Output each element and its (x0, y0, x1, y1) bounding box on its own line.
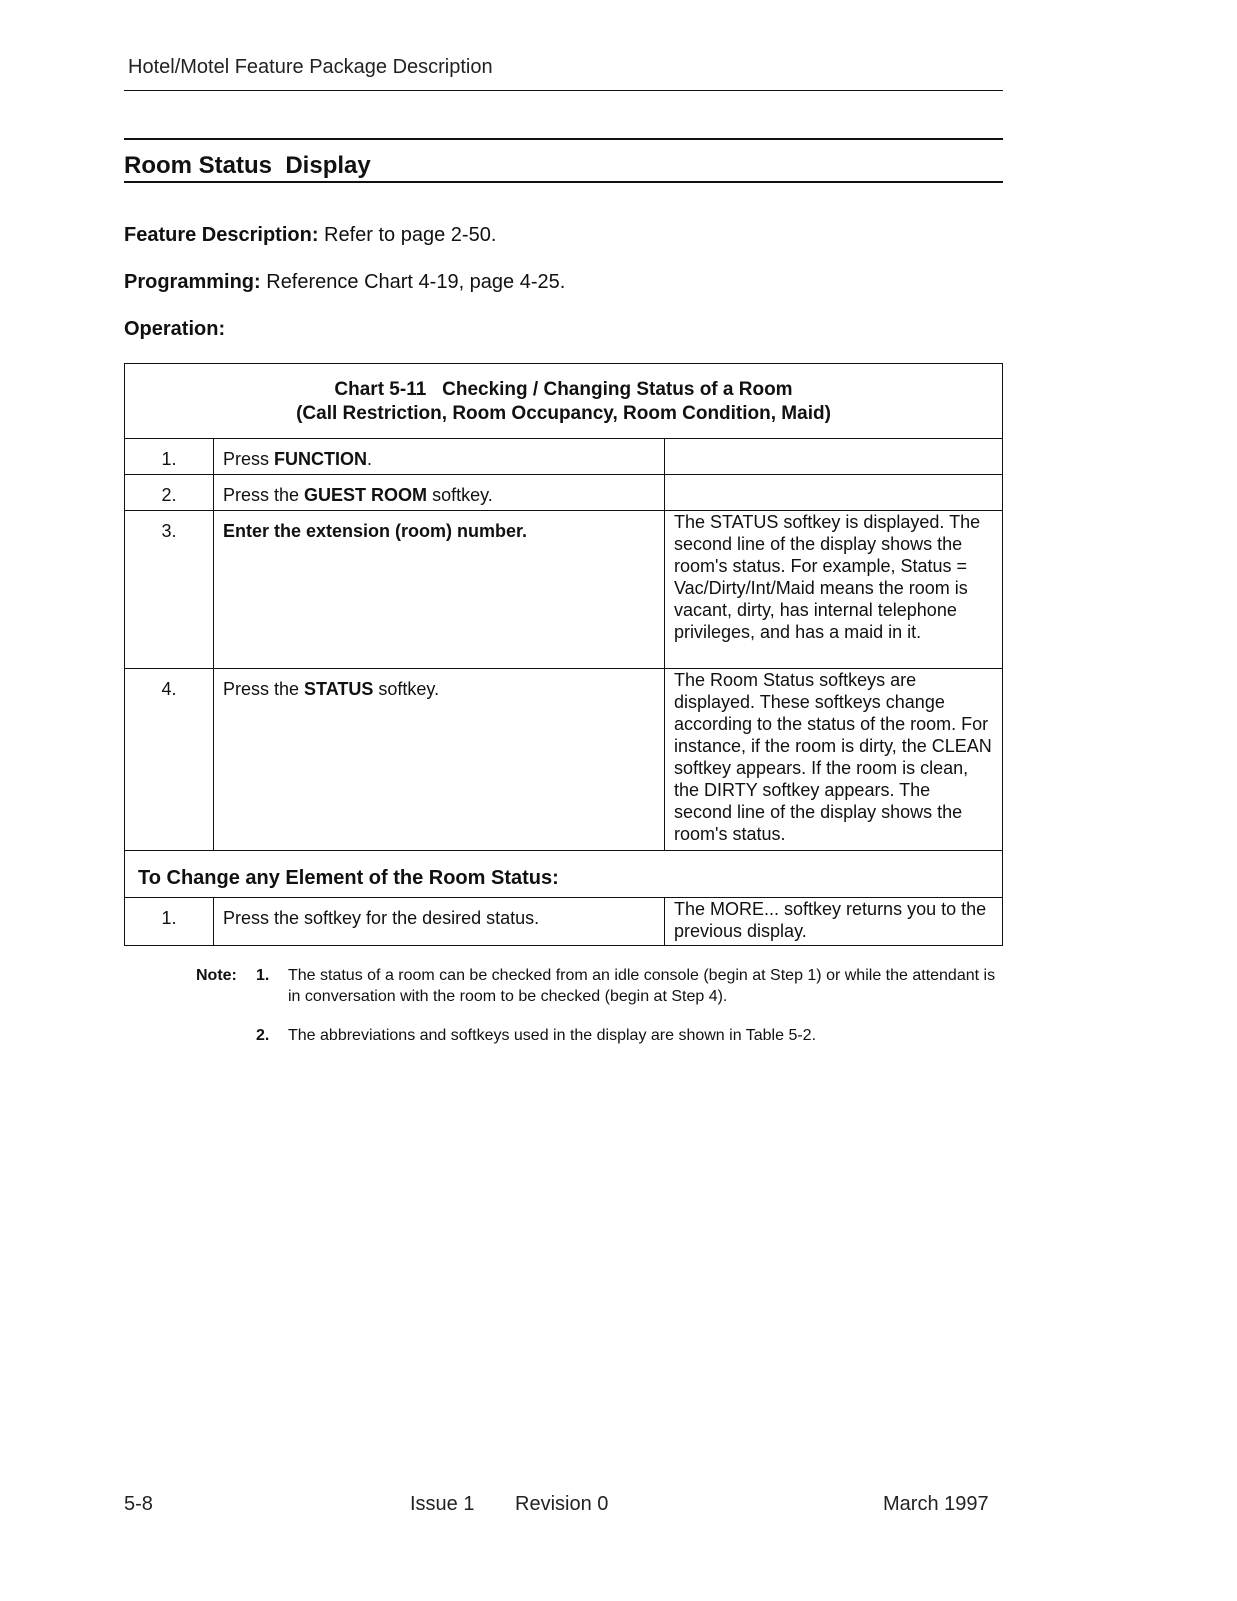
table-row (125, 475, 1003, 511)
feature-description (124, 224, 496, 247)
step-action: Press the STATUS softkey. (214, 669, 665, 851)
table-row (125, 669, 1003, 851)
step-number: 2. (125, 475, 214, 511)
step-action: Press the GUEST ROOM softkey. (214, 475, 665, 511)
section-bottom-rule (124, 181, 1003, 183)
step-result (665, 475, 1003, 511)
step-result: The MORE... softkey returns you to the previous display. (665, 898, 1003, 946)
chart-title-line1: Chart 5-11 Checking / Changing Status of a Room (334, 379, 793, 400)
footer-revision: Revision 0 (515, 1493, 609, 1515)
step-action: Press FUNCTION. (214, 439, 665, 475)
footer-page-number: 5-8 (124, 1493, 153, 1515)
section-title: Room Status Display (124, 152, 371, 179)
feature-description-text: Refer to page 2-50. (318, 224, 497, 246)
programming-text: Reference Chart 4-19, page 4-25. (260, 271, 566, 293)
chart-title-line2: (Call Restriction, Room Occupancy, Room Condition, Maid) (296, 403, 831, 424)
note-item (196, 965, 996, 1007)
chart-title-row (125, 364, 1003, 439)
step-action: Enter the extension (room) number. (214, 511, 665, 669)
step-result: The Room Status softkeys are displayed. These softkeys change according to the status of the room. For instance, if the room is dirty, the CLEAN softkey appears. If the room is clean, the DIRTY softkey appears. The second line of the display shows the room's status. (665, 669, 1003, 851)
change-heading: To Change any Element of the Room Status: (138, 867, 559, 889)
step-result: The STATUS softkey is displayed. The second line of the display shows the room's status. For example, Status = Vac/Dirty/Int/Maid means the room is vacant, dirty, has internal telephone privileges, and has a maid in it. (665, 511, 1003, 669)
note-item (196, 1025, 996, 1046)
table-row (125, 898, 1003, 946)
running-header: Hotel/Motel Feature Package Description (128, 56, 493, 78)
note-text: The status of a room can be checked from an idle console (begin at Step 1) or while the attendant is in conversation with the room to be checked (begin at Step 4). (288, 967, 996, 1005)
change-heading-row (125, 851, 1003, 898)
operation-label: Operation: (124, 318, 226, 340)
note-text: The abbreviations and softkeys used in the display are shown in Table 5-2. (288, 1027, 817, 1044)
chart-table (124, 363, 1003, 946)
note-number: 1. (256, 967, 270, 984)
table-row (125, 439, 1003, 475)
table-row (125, 511, 1003, 669)
footer-issue: Issue 1 (410, 1493, 475, 1515)
step-number: 1. (125, 898, 214, 946)
step-number: 3. (125, 511, 214, 669)
chart-title (134, 364, 993, 438)
step-result (665, 439, 1003, 475)
header-rule (124, 90, 1003, 91)
footer-date: March 1997 (883, 1493, 989, 1515)
note-label: Note: (196, 967, 237, 984)
feature-description-label: Feature Description: (124, 224, 319, 246)
notes (196, 965, 996, 1046)
step-action: Press the softkey for the desired status. (214, 898, 665, 946)
section-top-rule (124, 138, 1003, 140)
note-number: 2. (256, 1027, 270, 1044)
programming-label: Programming: (124, 271, 261, 293)
programming (124, 271, 565, 294)
step-number: 1. (125, 439, 214, 475)
step-number: 4. (125, 669, 214, 851)
